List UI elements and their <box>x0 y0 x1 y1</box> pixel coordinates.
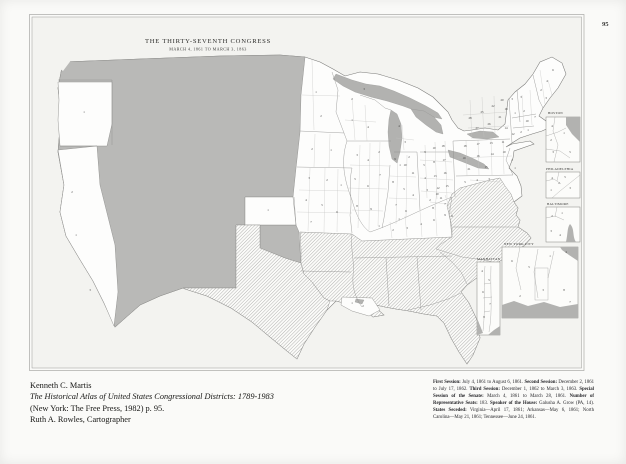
district-number: 5 <box>528 265 530 269</box>
district-number: 15 <box>445 184 449 188</box>
citation-author: Kenneth C. Martis <box>30 381 92 390</box>
state-kansas <box>245 197 296 225</box>
district-number: 17 <box>442 158 446 162</box>
district-number: 4 <box>476 178 478 182</box>
district-number: 1 <box>514 111 516 115</box>
district-number: 3 <box>552 150 554 154</box>
district-number: 3 <box>520 95 522 99</box>
inset-baltimore-label: BALTIMORE <box>547 202 569 206</box>
district-number: 21 <box>467 167 471 171</box>
district-number: 18 <box>441 144 445 148</box>
district-number: 10 <box>525 119 529 123</box>
inset-new-york-city <box>502 247 578 318</box>
district-number: 2 <box>511 158 513 162</box>
district-number: 8 <box>563 288 565 292</box>
district-number: 14 <box>504 126 508 130</box>
district-number: 3 <box>550 229 552 233</box>
district-number: 8 <box>432 206 434 210</box>
district-number: 1 <box>315 90 317 94</box>
district-number: 1 <box>330 148 332 152</box>
district-number: 27 <box>475 126 479 130</box>
district-number: 2 <box>311 147 313 151</box>
district-number: 18 <box>504 107 508 111</box>
district-number: 19 <box>462 156 466 160</box>
district-number: 18 <box>463 144 467 148</box>
district-number: 3 <box>488 177 490 181</box>
district-number: 12 <box>436 186 440 190</box>
district-number: 3 <box>406 226 408 230</box>
district-number: 4 <box>546 79 548 83</box>
district-number: 4 <box>305 198 307 202</box>
district-number: 7 <box>569 300 571 304</box>
district-number: 2 <box>520 130 522 134</box>
district-number: 4 <box>367 158 369 162</box>
district-number: 7 <box>395 203 397 207</box>
district-number: 6 <box>552 68 554 72</box>
district-number: 5 <box>321 203 323 207</box>
district-number: 4 <box>412 193 414 197</box>
district-number: 12 <box>511 132 515 136</box>
district-number: 3 <box>545 96 547 100</box>
map-title: THE THIRTY-SEVENTH CONGRESS <box>145 38 271 45</box>
district-number: 2 <box>558 181 560 185</box>
district-number: 7 <box>444 202 446 206</box>
district-number: 3 <box>89 288 91 292</box>
district-number: 1 <box>561 211 563 215</box>
district-number: 1 <box>351 301 353 305</box>
district-number: 3 <box>356 153 358 157</box>
district-number: 7 <box>489 302 491 306</box>
district-number: 7 <box>310 220 312 224</box>
district-number: 5 <box>354 177 356 181</box>
inset-boston-label: BOSTON <box>548 111 563 115</box>
district-number: 1 <box>267 208 269 212</box>
district-number: 5 <box>423 163 425 167</box>
citation-publisher: (New York: The Free Press, 1982) p. 95. <box>30 403 165 413</box>
district-number: 8 <box>356 204 358 208</box>
district-number: 3 <box>511 97 513 101</box>
district-number: 16 <box>443 171 447 175</box>
district-number: 6 <box>367 184 369 188</box>
session-info: First Session: July 4, 1861 to August 6, 1861. Second Session: December 2, 1861 to July 17, 1862. Third Session: December 1, 1862 to March 3, 1863. Special Session of the Senate: March 4, 1861 to March 28, 1861. Number of Representative Seats: 183. Speaker of the House: Galusha A. Grow (PA, 14). States Seceded: Virginia—April 17, 1861; Arkansas—May 6, 1861; North Carolina—May 21, 1861; Tennessee—June 24, 1861. <box>433 380 595 420</box>
district-number: 2 <box>71 190 73 194</box>
district-number: 3 <box>404 140 406 144</box>
district-number: 1 <box>351 118 353 122</box>
district-number: 2 <box>551 214 553 218</box>
district-number: 14 <box>490 152 494 156</box>
district-number: 20 <box>500 98 504 102</box>
district-number: 1 <box>550 188 552 192</box>
district-number: 7 <box>379 173 381 177</box>
district-number: 2 <box>362 304 364 308</box>
district-number: 2 <box>351 97 353 101</box>
district-number: 6 <box>511 259 513 263</box>
district-number: 4 <box>551 176 553 180</box>
district-number: 10 <box>435 192 439 196</box>
district-number: 5 <box>488 278 490 282</box>
district-number: 4 <box>565 250 567 254</box>
district-number: 2 <box>540 88 542 92</box>
district-number: 6 <box>433 218 435 222</box>
district-number: 2 <box>519 294 521 298</box>
district-number: 9 <box>394 157 396 161</box>
district-number: 16 <box>476 154 480 158</box>
district-number: 11 <box>439 196 443 200</box>
district-number: 8 <box>433 160 435 164</box>
district-number: 2 <box>392 228 394 232</box>
district-number: 8 <box>392 180 394 184</box>
district-number: 6 <box>405 209 407 213</box>
district-number: 4 <box>398 124 400 128</box>
district-number: 17 <box>476 142 480 146</box>
district-number: 11 <box>411 171 415 175</box>
district-number: 5 <box>569 150 571 154</box>
district-number: 11 <box>450 214 454 218</box>
district-number: 15 <box>484 165 488 169</box>
district-number: 2 <box>326 178 328 182</box>
inset-philadelphia-label: PHILADELPHIA <box>546 167 574 171</box>
district-number: 13 <box>433 174 437 178</box>
district-number: 2 <box>523 109 525 113</box>
district-number: 1 <box>549 254 551 258</box>
district-number: 13 <box>489 141 493 145</box>
page-number: 95 <box>602 21 609 28</box>
district-number: 22 <box>491 104 495 108</box>
map-subtitle: MARCH 4, 1861 TO MARCH 3, 1863 <box>169 46 247 52</box>
district-number: 25 <box>480 110 484 114</box>
district-number: 11 <box>501 140 505 144</box>
district-number: 5 <box>564 175 566 179</box>
district-number: 5 <box>464 180 466 184</box>
district-number: 2 <box>408 155 410 159</box>
district-number: 4 <box>420 222 422 226</box>
district-number: 3 <box>426 188 428 192</box>
district-number: 1 <box>340 183 342 187</box>
district-number: 10 <box>403 163 407 167</box>
district-number: 1 <box>527 128 529 132</box>
district-number: 3 <box>363 87 365 91</box>
district-number: 1 <box>563 131 565 135</box>
inset-baltimore <box>546 207 580 242</box>
inset-manhattan-label: MANHATTAN <box>477 257 501 261</box>
district-number: 6 <box>482 290 484 294</box>
district-number: 9 <box>424 150 426 154</box>
district-number: 2 <box>550 138 552 142</box>
district-number: 1 <box>378 224 380 228</box>
district-number: 3 <box>308 176 310 180</box>
district-number: 4 <box>424 176 426 180</box>
district-number: 2 <box>320 114 322 118</box>
district-number: 10 <box>502 150 506 154</box>
district-number: 2 <box>378 150 380 154</box>
district-number: 28 <box>468 116 472 120</box>
state-oregon <box>58 82 112 146</box>
district-number: 4 <box>481 269 483 273</box>
district-number: 1 <box>75 233 77 237</box>
district-number: 21 <box>498 115 502 119</box>
district-number: 5 <box>403 187 405 191</box>
citation-cartographer: Ruth A. Rowles, Cartographer <box>30 415 131 425</box>
district-number: 4 <box>551 124 553 128</box>
citation <box>30 380 274 426</box>
district-number: 3 <box>569 186 571 190</box>
district-number: 1 <box>398 217 400 221</box>
district-number: 9 <box>444 213 446 217</box>
district-number: 1 <box>399 163 401 167</box>
district-number: 10 <box>432 146 436 150</box>
district-number: 6 <box>336 210 338 214</box>
district-number: 8 <box>483 315 485 319</box>
district-number: 7 <box>534 115 536 119</box>
citation-book-title: The Historical Atlas of United States Congressional Districts: 1789-1983 <box>30 392 274 402</box>
district-number: 1 <box>514 166 516 170</box>
district-number: 1 <box>83 110 85 114</box>
district-number: 9 <box>370 207 372 211</box>
district-number: 26 <box>487 122 491 126</box>
district-number: 4 <box>559 233 561 237</box>
district-number: 3 <box>542 288 544 292</box>
district-number: 2 <box>429 198 431 202</box>
district-number: 4 <box>367 125 369 129</box>
inset-new-york-city-label: NEW YORK CITY <box>504 242 534 246</box>
